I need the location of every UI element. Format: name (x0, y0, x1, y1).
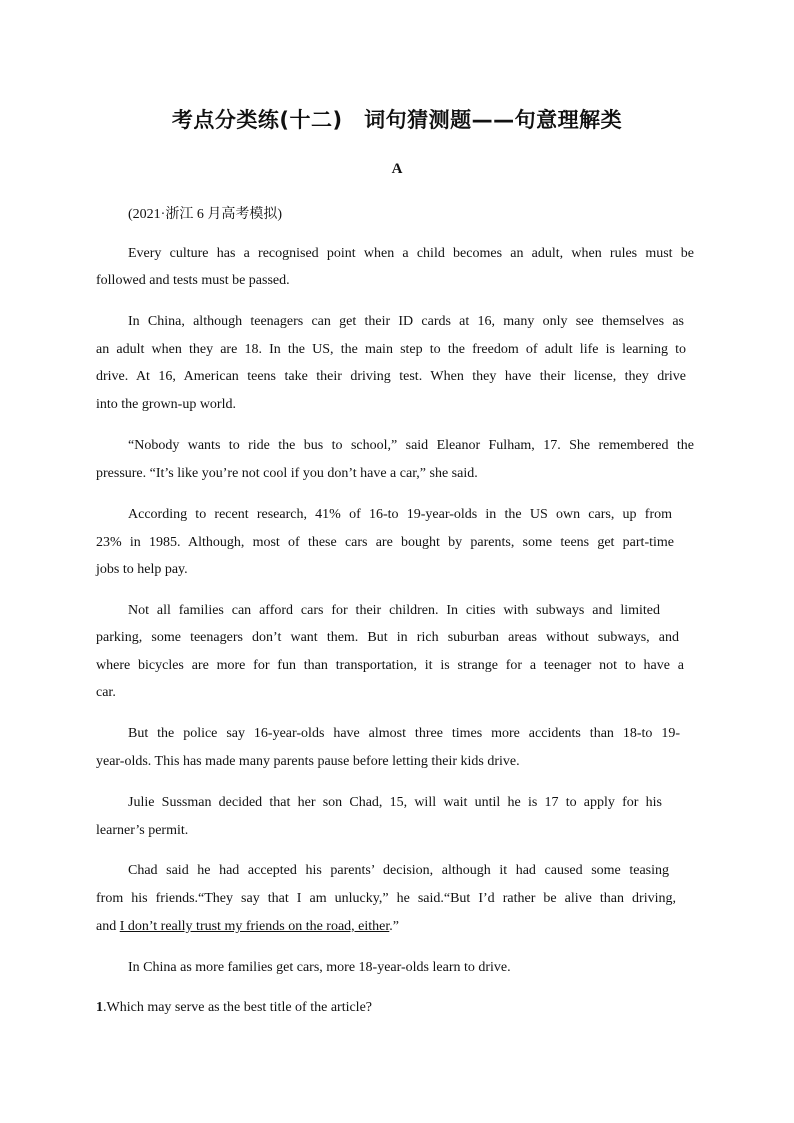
paragraph-2-line-4: into the grown-up world. (96, 397, 236, 412)
paragraph-8-line-3 (96, 919, 696, 935)
paragraph-8-line-1: Chad said he had accepted his parents’ decision, although it had caused some teasing (128, 863, 669, 878)
paragraph-7-line-1: Julie Sussman decided that her son Chad, 15, will wait until he is 17 to apply for his (128, 795, 662, 810)
paragraph-5-line-4: car. (96, 685, 116, 700)
paragraph-5-line-2: parking, some teenagers don’t want them. But in rich suburban areas without subways, and (96, 630, 679, 645)
paragraph-3-line-2: pressure. “It’s like you’re not cool if you don’t have a car,” she said. (96, 466, 478, 481)
page-title: 考点分类练(十二) 词句猜测题——句意理解类 (171, 108, 623, 132)
paragraph-8-line-3-suffix: .” (389, 919, 399, 934)
paragraph-5-line-1: Not all families can afford cars for their children. In cities with subways and limited (128, 603, 660, 618)
underlined-sentence: I don’t really trust my friends on the road, either (119, 919, 390, 934)
paragraph-4-line-2: 23% in 1985. Although, most of these cars are bought by parents, some teens get part-time (96, 535, 674, 550)
paragraph-5-line-3: where bicycles are more for fun than transportation, it is strange for a teenager not to have a (96, 658, 684, 673)
paragraph-3-line-1: “Nobody wants to ride the bus to school,” said Eleanor Fulham, 17. She remembered the (128, 438, 694, 453)
paragraph-6-line-2: year-olds. This has made many parents pause before letting their kids drive. (96, 754, 520, 769)
paragraph-7-line-2: learner’s permit. (96, 823, 189, 838)
question-number: 1 (96, 1000, 103, 1015)
paragraph-8-line-3-prefix: and (96, 919, 120, 934)
paragraph-8-line-2: from his friends.“They say that I am unlucky,” he said.“But I’d rather be alive than driving, (96, 891, 676, 906)
paragraph-2-line-1: In China, although teenagers can get their ID cards at 16, many only see themselves as (128, 314, 684, 329)
paragraph-1-line-2: followed and tests must be passed. (96, 273, 290, 288)
question-text: .Which may serve as the best title of the article? (103, 1000, 373, 1015)
source-note: (2021·浙江 6 月高考模拟) (128, 207, 282, 222)
paragraph-1-line-1: Every culture has a recognised point when a child becomes an adult, when rules must be (128, 246, 694, 261)
paragraph-4-line-3: jobs to help pay. (96, 562, 188, 577)
section-label: A (391, 161, 403, 177)
paragraph-9-line-1: In China as more families get cars, more 18-year-olds learn to drive. (128, 960, 511, 975)
paragraph-6-line-1: But the police say 16-year-olds have almost three times more accidents than 18-to 19- (128, 726, 680, 741)
paragraph-2-line-2: an adult when they are 18. In the US, the main step to the freedom of adult life is learning to (96, 342, 686, 357)
question-1 (96, 1000, 372, 1016)
paragraph-2-line-3: drive. At 16, American teens take their driving test. When they have their license, they drive (96, 369, 686, 384)
paragraph-4-line-1: According to recent research, 41% of 16-to 19-year-olds in the US own cars, up from (128, 507, 672, 522)
